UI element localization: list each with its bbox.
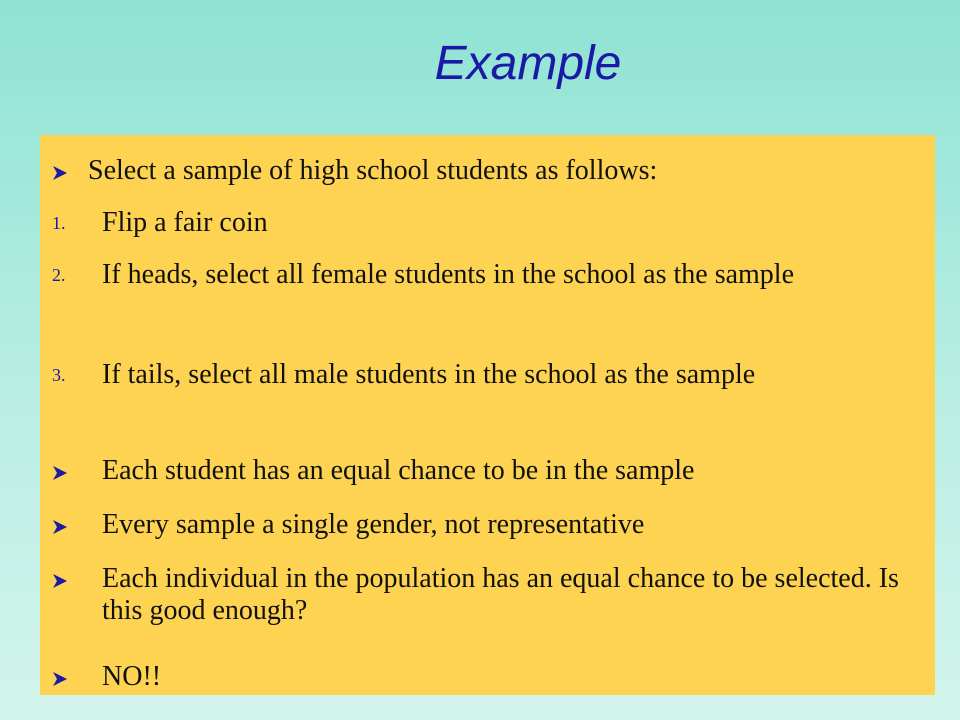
- bullet-text: Each individual in the population has an equal chance to be selected. Is this good enough?: [102, 563, 899, 626]
- arrowhead-bullet-icon: [52, 465, 68, 481]
- step-text: If heads, select all female students in the school as the sample: [102, 259, 795, 290]
- step-text: If tails, select all male students in the school as the sample: [102, 359, 756, 390]
- step-number: 1.: [52, 213, 66, 233]
- arrowhead-bullet-icon: [52, 519, 68, 535]
- step-number: 3.: [52, 365, 66, 385]
- bullet-text: NO!!: [102, 661, 162, 692]
- intro-text: Select a sample of high school students as follows:: [88, 155, 658, 186]
- step-number: 2.: [52, 265, 66, 285]
- step-text: Flip a fair coin: [102, 207, 268, 238]
- bullet-text: Each student has an equal chance to be in the sample: [102, 455, 695, 486]
- arrowhead-bullet-icon: [52, 671, 68, 687]
- slide-title: Example: [434, 37, 622, 90]
- arrowhead-bullet-icon: [52, 573, 68, 589]
- content-panel: [40, 135, 935, 695]
- bullet-text: Every sample a single gender, not representative: [102, 509, 645, 540]
- arrowhead-bullet-icon: [52, 165, 68, 181]
